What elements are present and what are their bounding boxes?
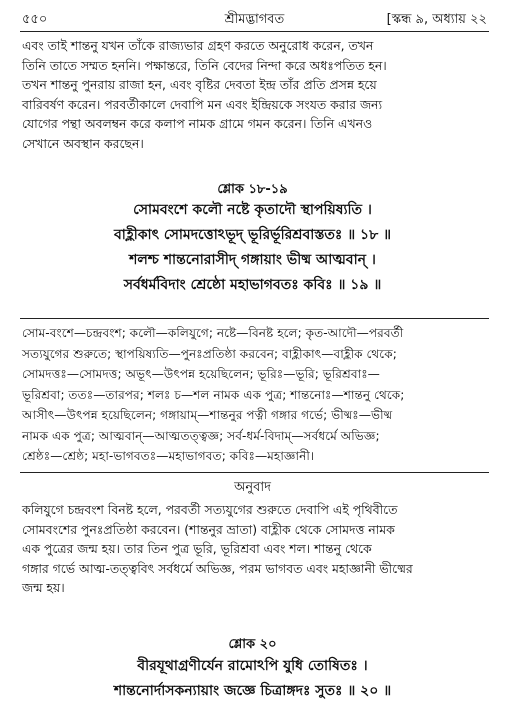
verse-block — [0, 654, 505, 704]
synonym-line: সত্যযুগের শুরুতে; স্থাপয়িষ্যতি—পুনঃপ্রতিষ্ঠা করবেন; বাহ্লীকাৎ—বাহ্লীক থেকে; — [22, 346, 397, 361]
verse-heading: শ্লোক ২০ — [228, 637, 277, 652]
intro-paragraph — [22, 36, 487, 153]
translation-line: জন্ম হয়। — [22, 580, 65, 595]
translation-heading: অনুবাদ — [234, 480, 271, 495]
translation-line: গঙ্গার গর্ভে আত্ম-তত্ত্ববিৎ সর্বধর্মে অভিজ্ঞ, পরম ভাগবত এবং মহাজ্ঞানী ভীষ্মের — [22, 560, 413, 576]
synonym-line: নামক এক পুত্র; আত্মবান্—আত্মতত্ত্বজ্ঞ; সর্ব-ধর্ম-বিদাম্—সর্বধর্মে অভিজ্ঞ; — [22, 428, 380, 443]
translation-paragraph — [22, 500, 487, 598]
paragraph-line: এবং তাই শান্তনু যখন তাঁকে রাজ্যভার গ্রহণ করতে অনুরোধ করেন, তখন — [22, 38, 374, 53]
header-rule — [20, 31, 489, 32]
synonym-line: শ্রেষ্ঠঃ—শ্রেষ্ঠ; মহা-ভাগবতঃ—মহাভাগবত; কবিঃ—মহাজ্ঞানী। — [22, 449, 315, 463]
verse-line: সোমবংশে কলৌ নষ্টে কৃতাদৌ স্থাপয়িষ্যতি । — [133, 202, 372, 218]
translation-line: সোমবংশের পুনঃপ্রতিষ্ঠা করবেন। (শান্তনুর ভ্রাতা) বাহ্লীক থেকে সোমদত্ত নামক — [22, 521, 395, 537]
verse-line: সর্বধর্মবিদাং শ্রেষ্ঠো মহাভাগবতঃ কবিঃ ॥ ১৯ ॥ — [123, 277, 382, 293]
translation-line: কলিযুগে চন্দ্রবংশ বিনষ্ট হলে, পরবর্তী সত্যযুগের শুরুতে দেবাপি এই পৃথিবীতে — [22, 502, 398, 517]
paragraph-line: তখন শান্তনু পুনরায় রাজা হন, এবং বৃষ্টির দেবতা ইন্দ্র তাঁর প্রতি প্রসন্ন হয়ে — [22, 77, 377, 92]
synonym-line: সোমদত্তঃ—সোমদত্ত; অভূৎ—উৎপন্ন হয়েছিলেন; ভূরিঃ—ভূরি; ভূরিশ্রবাঃ— — [22, 367, 380, 381]
paragraph-line: সেখানে অবস্থান করছেন। — [22, 135, 144, 151]
book-title: শ্রীমদ্ভাগবত — [224, 12, 285, 27]
verse-line: বীরযূথাগ্রণীর্যেন রামোঽপি যুধি তোষিতঃ । — [137, 658, 368, 674]
paragraph-line: তিনি তাতে সম্মত হননি। পক্ষান্তরে, তিনি বেদের নিন্দা করে অধঃপতিত হন। — [22, 57, 387, 73]
page-number: ৫৫০ — [22, 12, 48, 27]
synonym-line: সোম-বংশে—চন্দ্রবংশ; কলৌ—কলিযুগে; নষ্টে—বিনষ্ট হলে; কৃত-আদৌ—পরবর্তী — [22, 326, 404, 340]
verse-heading: শ্লোক ১৮-১৯ — [217, 182, 288, 197]
translation-line: এক পুত্রের জন্ম হয়। তার তিন পুত্র ভূরি, ভূরিশ্রবা এবং শল। শান্তনু থেকে — [22, 541, 372, 556]
verse-line: বাহ্লীকাৎ সোমদত্তোঽভূদ্ ভূরির্ভূরিশ্রবাস্ততঃ ॥ ১৮ ॥ — [113, 227, 391, 243]
synonym-line: আসীৎ—উৎপন্ন হয়েছিলেন; গঙ্গায়াম্—শান্তনুর পত্নী গঙ্গার গর্ভে; ভীষ্মঃ—ভীষ্ম — [22, 408, 393, 422]
verse-line: শান্তনোর্দাসকন্যায়াং জজ্ঞে চিত্রাঙ্গদঃ সুতঃ ॥ ২০ ॥ — [113, 683, 392, 699]
divider-rule — [20, 472, 489, 473]
page-header — [22, 8, 487, 30]
paragraph-line: বারিবর্ষণ করেন। পরবর্তীকালে দেবাপি মন এবং ইন্দ্রিয়কে সংযত করার জন্য — [22, 96, 383, 112]
section-reference: [স্কন্ধ ৯, অধ্যায় ২২ — [386, 12, 487, 27]
synonyms-block — [22, 323, 487, 467]
synonym-line: ভূরিশ্রবা; ততঃ—তারপর; শলঃ চ—শল নামক এক পুত্র; শান্তনোঃ—শান্তনু থেকে; — [22, 387, 405, 402]
verse-line: শলশ্চ শান্তনোরাসীদ্ গঙ্গায়াং ভীষ্ম আত্মবান্ । — [129, 252, 376, 268]
divider-rule — [20, 318, 489, 319]
verse-block — [0, 198, 505, 298]
paragraph-line: যোগের পন্থা অবলম্বন করে কলাপ নামক গ্রামে গমন করেন। তিনি এখনও — [22, 116, 373, 131]
